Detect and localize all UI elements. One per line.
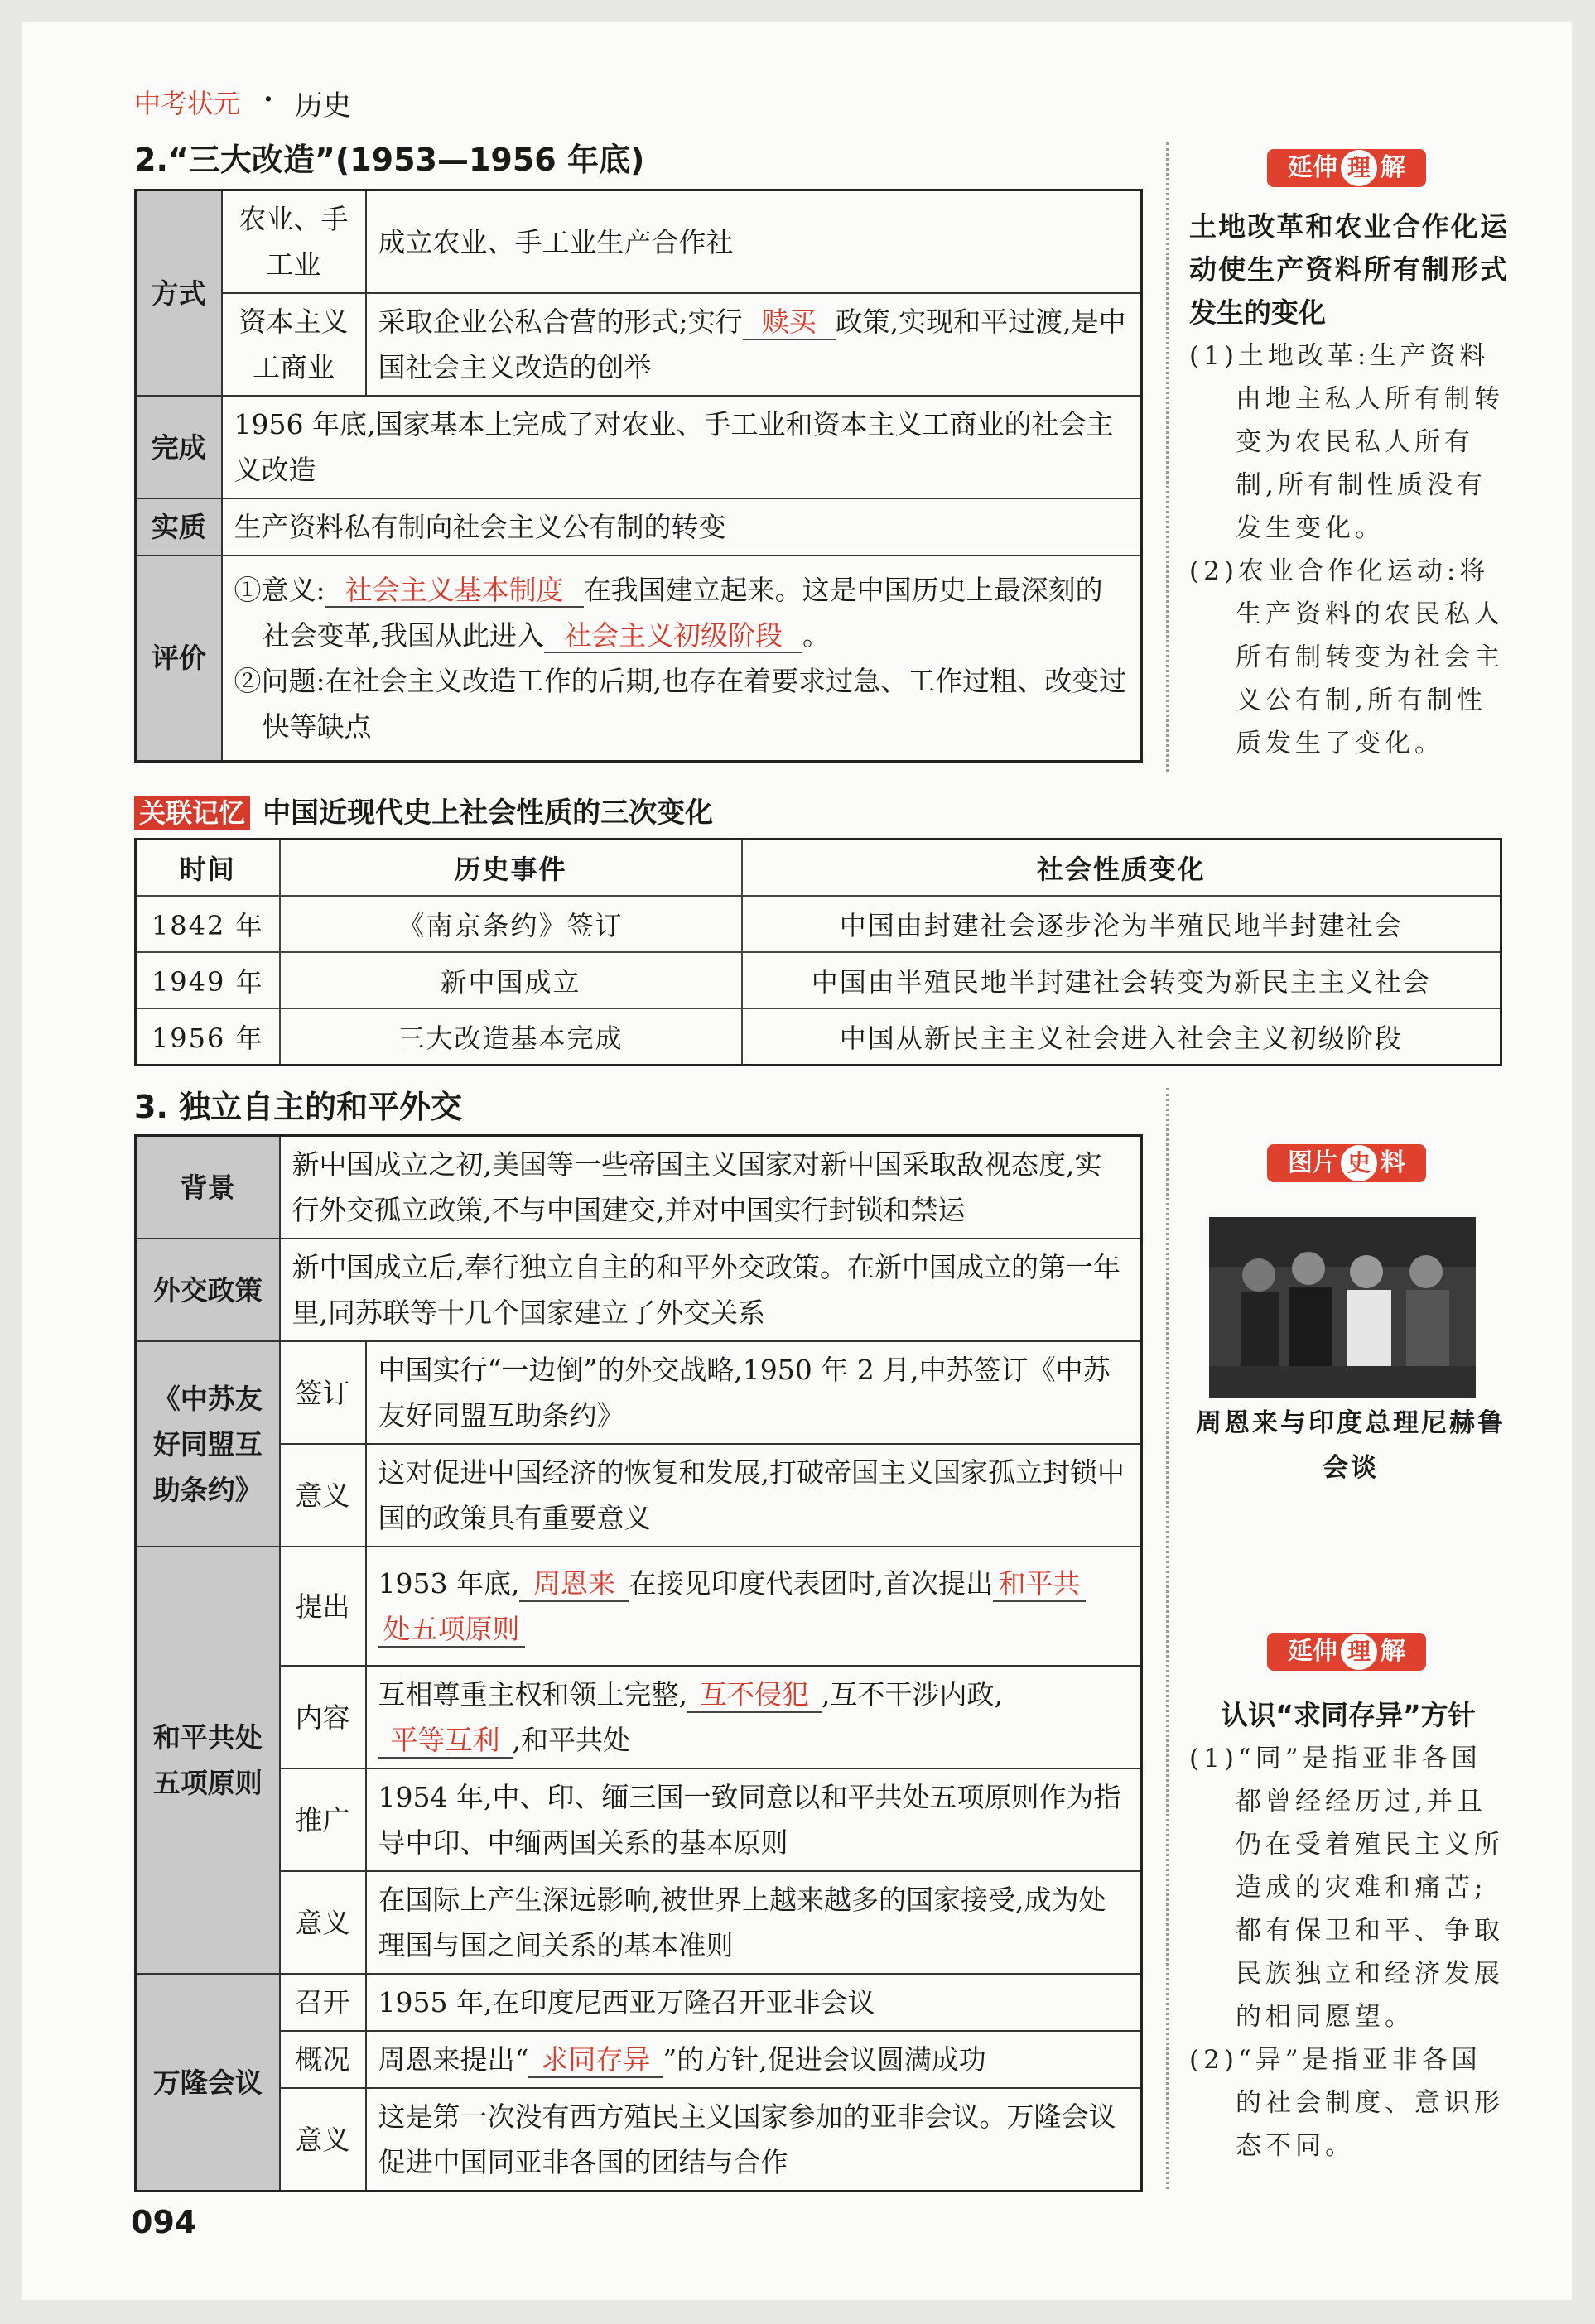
cell-qianding: 中国实行“一边倒”的外交战略,1950 年 2 月,中苏签订《中苏友好同盟互助条约》 xyxy=(366,1341,1142,1444)
sub-label-bandung-yiyi: 意义 xyxy=(280,2088,366,2192)
cell-treaty-yiyi: 这对促进中国经济的恢复和发展,打破帝国主义国家孤立封锁中国的政策具有重要意义 xyxy=(366,1444,1142,1547)
section-title-san-da-gai-zao: 2.“三大改造”(1953—1956 年底) xyxy=(134,142,645,178)
cell-neirong: 互相尊重主权和领土完整, 互不侵犯 ,互不干涉内政, 平等互利 ,和平共处 xyxy=(366,1666,1142,1768)
side-note-body-qiutong: (1)“同”是指亚非各国都曾经经历过,并且仍在受着殖民主义所造成的灾难和痛苦;都有保卫和平、争取民族独立和经济发展的相同愿望。 (2)“异”是指亚非各国的社会制度、意识形态不同。 xyxy=(1189,1744,1504,2161)
related-memory-tag: 关联记忆 xyxy=(134,796,250,830)
cell-wancheng: 1956 年底,国家基本上完成了对农业、手工业和资本主义工商业的社会主义改造 xyxy=(222,396,1142,498)
row-label-shizhi: 实质 xyxy=(136,498,222,556)
table-row: 1842 年 《南京条约》签订 中国由封建社会逐步沦为半殖民地半封建社会 xyxy=(136,896,1501,952)
sub-label-five-yiyi: 意义 xyxy=(280,1871,366,1974)
sub-label-qianding: 签订 xyxy=(280,1341,366,1444)
badge-circle-icon: 理 xyxy=(1341,1634,1377,1670)
cell-beijing: 新中国成立之初,美国等一些帝国主义国家对新中国采取敌视态度,实行外交孤立政策,不与中国建交,并对中国实行封锁和禁运 xyxy=(280,1136,1142,1239)
sub-label-tichu: 提出 xyxy=(280,1547,366,1666)
column-divider xyxy=(1166,142,1169,772)
header-change: 社会性质变化 xyxy=(742,840,1501,897)
row-label-fangshi: 方式 xyxy=(136,190,222,397)
badge-circle-icon: 史 xyxy=(1341,1145,1377,1181)
column-divider xyxy=(1166,1088,1169,2189)
row-label-zhengce: 外交政策 xyxy=(136,1239,280,1341)
related-memory-heading xyxy=(134,790,713,830)
row-label-five-principles: 和平共处五项原则 xyxy=(136,1547,280,1974)
cell-ziben: 采取企业公私合营的形式;实行 赎买 政策,实现和平过渡,是中国社会主义改造的创举 xyxy=(366,293,1142,396)
side-note-title-qiutong: 认识“求同存异”方针 xyxy=(1221,1699,1476,1731)
brand-logo: 中考状元 xyxy=(134,88,241,119)
cell-nongye: 成立农业、手工业生产合作社 xyxy=(366,190,1142,294)
row-label-pingjia: 评价 xyxy=(136,556,222,761)
side-note-title-land-reform: 土地改革和农业合作化运动使生产资料所有制形式发生的变化 xyxy=(1189,210,1507,329)
cell-zhaokai: 1955 年,在印度尼西亚万隆召开亚非会议 xyxy=(366,1974,1142,2031)
sub-label-tuiguang: 推广 xyxy=(280,1768,366,1871)
cell-bandung-yiyi: 这是第一次没有西方殖民主义国家参加的亚非会议。万隆会议促进中国同亚非各国的团结与合作 xyxy=(366,2088,1142,2192)
side-note-body-land-reform: (1)土地改革:生产资料由地主私人所有制转变为农民私人所有制,所有制性质没有发生变化。 (2)农业合作化运动:将生产资料的农民私人所有制转变为社会主义公有制,所有制性质发生了变化。 xyxy=(1189,341,1504,758)
historical-photo xyxy=(1209,1217,1476,1398)
extension-badge: 延伸 理 解 xyxy=(1267,149,1426,187)
answer-blank: 处五项原则 xyxy=(378,1613,525,1648)
sub-label-gaikuang: 概况 xyxy=(280,2031,366,2088)
row-label-wancheng: 完成 xyxy=(136,396,222,498)
sub-label-ziben: 资本主义工商业 xyxy=(222,293,366,396)
cell-tuiguang: 1954 年,中、印、缅三国一致同意以和平共处五项原则作为指导中印、中缅两国关系的基本原则 xyxy=(366,1768,1142,1871)
answer-blank: 求同存异 xyxy=(528,2043,663,2078)
row-label-beijing: 背景 xyxy=(136,1136,280,1239)
san-da-gai-zao-table xyxy=(134,189,1143,763)
header-event: 历史事件 xyxy=(280,840,742,897)
extension-badge: 延伸 理 解 xyxy=(1267,1633,1426,1671)
answer-blank: 社会主义基本制度 xyxy=(325,574,584,609)
answer-blank: 社会主义初级阶段 xyxy=(544,619,802,654)
answer-blank: 和平共 xyxy=(993,1567,1086,1602)
header-dot: · xyxy=(263,83,273,116)
sub-label-zhaokai: 召开 xyxy=(280,1974,366,2031)
cell-pingjia: ①意义: 社会主义基本制度 在我国建立起来。这是中国历史上最深刻的社会变革,我国从此进入 社会主义初级阶段 。 ②问题:在社会主义改造工作的后期,也存在着要求过急、工作过粗、改变过快等缺点 xyxy=(222,556,1142,761)
photo-caption: 周恩来与印度总理尼赫鲁会谈 xyxy=(1196,1408,1506,1483)
social-nature-table xyxy=(134,838,1502,1066)
answer-blank: 周恩来 xyxy=(519,1567,629,1602)
photo-figures-icon xyxy=(1209,1217,1476,1398)
row-label-bandung: 万隆会议 xyxy=(136,1974,280,2192)
badge-circle-icon: 理 xyxy=(1341,150,1377,186)
subject-title: 历史 xyxy=(295,89,351,123)
header-time: 时间 xyxy=(136,840,280,897)
sub-label-nongye: 农业、手工业 xyxy=(222,190,366,294)
picture-badge: 图片 史 料 xyxy=(1267,1144,1426,1182)
table-row: 1956 年 三大改造基本完成 中国从新民主主义社会进入社会主义初级阶段 xyxy=(136,1008,1501,1066)
answer-blank: 互不侵犯 xyxy=(687,1678,822,1713)
cell-tichu: 1953 年底, 周恩来 在接见印度代表团时,首次提出 和平共 处五项原则 xyxy=(366,1547,1142,1666)
peace-diplomacy-table xyxy=(134,1134,1143,2192)
related-memory-title: 中国近现代史上社会性质的三次变化 xyxy=(263,796,714,830)
page-number: 094 xyxy=(131,2204,197,2240)
cell-shizhi: 生产资料私有制向社会主义公有制的转变 xyxy=(222,498,1142,556)
table-row: 1949 年 新中国成立 中国由半殖民地半封建社会转变为新民主主义社会 xyxy=(136,952,1501,1008)
sub-label-neirong: 内容 xyxy=(280,1666,366,1768)
section-title-peace-diplomacy: 3. 独立自主的和平外交 xyxy=(134,1089,463,1125)
cell-zhengce: 新中国成立后,奉行独立自主的和平外交政策。在新中国成立的第一年里,同苏联等十几个国家建立了外交关系 xyxy=(280,1239,1142,1341)
row-label-treaty: 《中苏友好同盟互助条约》 xyxy=(136,1341,280,1547)
answer-blank: 赎买 xyxy=(743,306,836,340)
sub-label-treaty-yiyi: 意义 xyxy=(280,1444,366,1547)
cell-five-yiyi: 在国际上产生深远影响,被世界上越来越多的国家接受,成为处理国与国之间关系的基本准则 xyxy=(366,1871,1142,1974)
cell-gaikuang: 周恩来提出“ 求同存异 ”的方针,促进会议圆满成功 xyxy=(366,2031,1142,2088)
answer-blank: 平等互利 xyxy=(378,1724,513,1759)
